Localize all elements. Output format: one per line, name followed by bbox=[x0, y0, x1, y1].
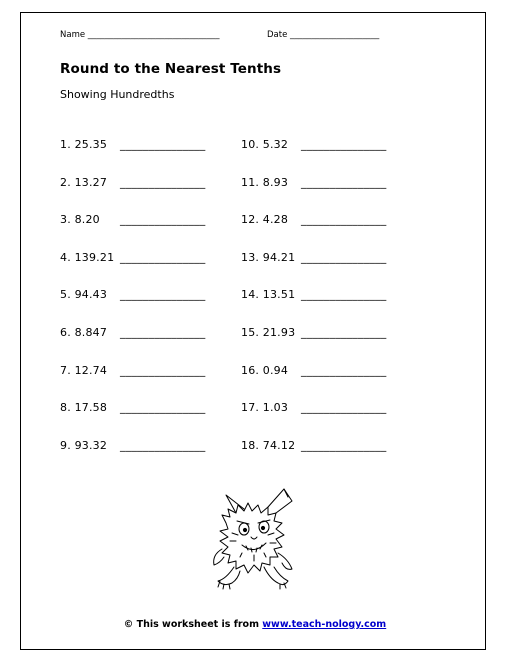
problem-number-label: 3. 8.20 bbox=[60, 213, 100, 227]
worksheet-title: Round to the Nearest Tenths bbox=[60, 61, 282, 77]
answer-blank[interactable]: _______________ bbox=[120, 250, 206, 264]
answer-blank[interactable]: _______________ bbox=[120, 326, 206, 339]
footer-text: © This worksheet is from bbox=[123, 619, 263, 630]
problem-number-label: 10. 5.32 bbox=[241, 138, 289, 151]
problem-item bbox=[241, 439, 387, 452]
problem-item bbox=[60, 326, 206, 339]
problem-item bbox=[241, 213, 387, 226]
answer-blank[interactable]: _______________ bbox=[120, 438, 206, 452]
answer-blank[interactable]: _______________ bbox=[301, 401, 387, 415]
problem-item bbox=[60, 176, 206, 189]
problem-number-label: 7. 12.74 bbox=[60, 363, 108, 377]
problem-number-label: 11. 8.93 bbox=[241, 175, 289, 189]
problem-number-label: 8. 17.58 bbox=[60, 401, 108, 415]
teach-nology-link[interactable]: www.teach-nology.com bbox=[262, 619, 387, 630]
answer-blank[interactable]: _______________ bbox=[301, 288, 387, 302]
problem-number-label: 13. 94.21 bbox=[241, 250, 296, 264]
problem-number-label: 6. 8.847 bbox=[60, 326, 108, 339]
problem-item bbox=[241, 326, 387, 339]
problem-number-label: 9. 93.32 bbox=[60, 438, 108, 452]
answer-blank[interactable]: _______________ bbox=[301, 175, 387, 189]
problem-item bbox=[241, 364, 387, 377]
problem-item bbox=[60, 138, 206, 151]
worksheet-subtitle: Showing Hundredths bbox=[60, 88, 175, 101]
furry-monster-icon bbox=[204, 483, 304, 598]
answer-blank[interactable]: _______________ bbox=[120, 138, 206, 151]
answer-blank[interactable]: _______________ bbox=[301, 250, 387, 264]
problem-number-label: 1. 25.35 bbox=[60, 138, 108, 151]
answer-blank[interactable]: _______________ bbox=[301, 213, 387, 227]
problem-item bbox=[241, 401, 387, 414]
answer-blank[interactable]: _______________ bbox=[120, 175, 206, 189]
copyright-footer bbox=[0, 619, 510, 630]
problem-number-label: 14. 13.51 bbox=[241, 288, 296, 302]
problem-item bbox=[241, 176, 387, 189]
problem-number-label: 16. 0.94 bbox=[241, 363, 289, 377]
problem-item bbox=[241, 138, 387, 151]
problem-number-label: 4. 139.21 bbox=[60, 250, 115, 264]
problem-number-label: 15. 21.93 bbox=[241, 326, 296, 339]
answer-blank[interactable]: _______________ bbox=[301, 138, 387, 151]
problem-item bbox=[60, 401, 206, 414]
name-field-label: Name _______________________________ bbox=[60, 30, 220, 40]
answer-blank[interactable]: _______________ bbox=[120, 401, 206, 415]
problem-item bbox=[60, 251, 206, 264]
problem-number-label: 12. 4.28 bbox=[241, 213, 289, 227]
problem-number-label: 18. 74.12 bbox=[241, 438, 296, 452]
problem-number-label: 2. 13.27 bbox=[60, 175, 108, 189]
problem-item bbox=[241, 288, 387, 301]
date-field-label: Date _____________________ bbox=[267, 30, 380, 40]
answer-blank[interactable]: _______________ bbox=[301, 438, 387, 452]
answer-blank[interactable]: _______________ bbox=[120, 288, 206, 302]
problem-item bbox=[60, 213, 206, 226]
answer-blank[interactable]: _______________ bbox=[301, 326, 387, 339]
problem-item bbox=[60, 364, 206, 377]
problem-item bbox=[60, 288, 206, 301]
problem-item bbox=[60, 439, 206, 452]
answer-blank[interactable]: _______________ bbox=[120, 363, 206, 377]
answer-blank[interactable]: _______________ bbox=[301, 363, 387, 377]
answer-blank[interactable]: _______________ bbox=[120, 213, 206, 227]
problem-item bbox=[241, 251, 387, 264]
problem-number-label: 17. 1.03 bbox=[241, 401, 289, 415]
problem-number-label: 5. 94.43 bbox=[60, 288, 108, 302]
